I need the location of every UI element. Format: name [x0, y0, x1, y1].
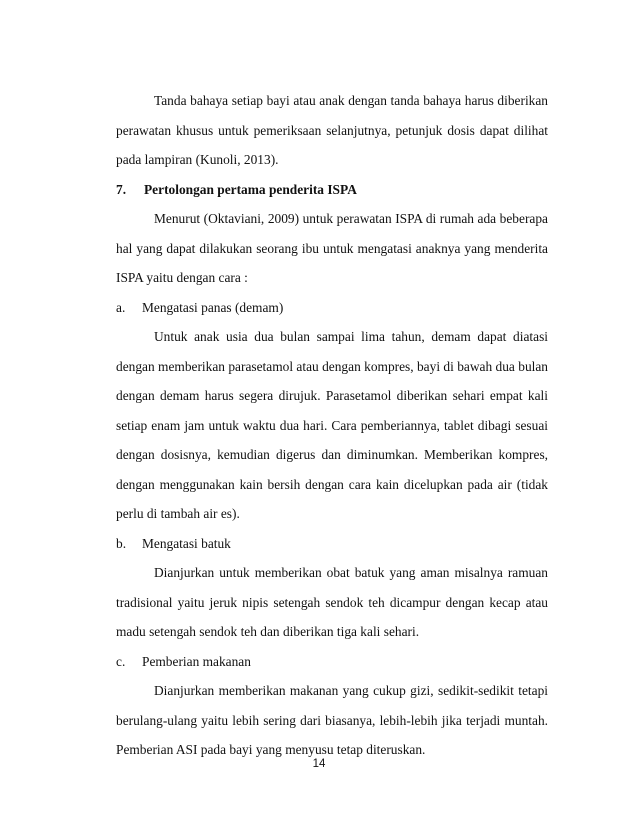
- subheading-c: [116, 647, 548, 677]
- section-title: Pertolongan pertama penderita ISPA: [144, 181, 357, 197]
- page-content: [116, 86, 548, 765]
- intro-paragraph: Tanda bahaya setiap bayi atau anak dengan tanda bahaya harus diberikan perawatan khusus untuk pemeriksaan selanjutnya, petunjuk dosis dapat dilihat pada lampiran (Kunoli, 2013).: [116, 93, 548, 167]
- subheading-label: a.: [116, 299, 126, 315]
- paragraph-b: Dianjurkan untuk memberikan obat batuk yang aman misalnya ramuan tradisional yaitu jeruk nipis setengah sendok teh dicampur dengan kecap atau madu setengah sendok teh dan diberikan tiga kali sehari.: [116, 565, 548, 639]
- section-paragraph: Menurut (Oktaviani, 2009) untuk perawatan ISPA di rumah ada beberapa hal yang dapat dilakukan seorang ibu untuk mengatasi anaknya yang menderita ISPA yaitu dengan cara :: [116, 211, 548, 285]
- subheading-label: b.: [116, 535, 127, 551]
- subheading-title: Mengatasi panas (demam): [142, 299, 284, 315]
- subheading-label: c.: [116, 653, 126, 669]
- section-number: 7.: [116, 181, 127, 197]
- subheading-a: [116, 293, 548, 323]
- paragraph-c: Dianjurkan memberikan makanan yang cukup gizi, sedikit-sedikit tetapi berulang-ulang yaitu lebih sering dari biasanya, lebih-lebih jika terjadi muntah. Pemberian ASI pada bayi yang menyusu tetap diteruskan.: [116, 683, 548, 757]
- subheading-title: Pemberian makanan: [142, 653, 251, 669]
- page-number: 14: [312, 758, 326, 770]
- paragraph-a: Untuk anak usia dua bulan sampai lima tahun, demam dapat diatasi dengan memberikan parasetamol atau dengan kompres, bayi di bawah dua bulan dengan demam harus segera dirujuk. Parasetamol diberikan sehari empat kali setiap enam jam untuk waktu dua hari. Cara pemberiannya, tablet dibagi sesuai dengan dosisnya, kemudian digerus dan diminumkan. Memberikan kompres, dengan menggunakan kain bersih dengan cara kain dicelupkan pada air (tidak perlu di tambah air es).: [116, 329, 548, 521]
- subheading-b: [116, 529, 548, 559]
- section-heading: [116, 175, 548, 205]
- subheading-title: Mengatasi batuk: [142, 535, 231, 551]
